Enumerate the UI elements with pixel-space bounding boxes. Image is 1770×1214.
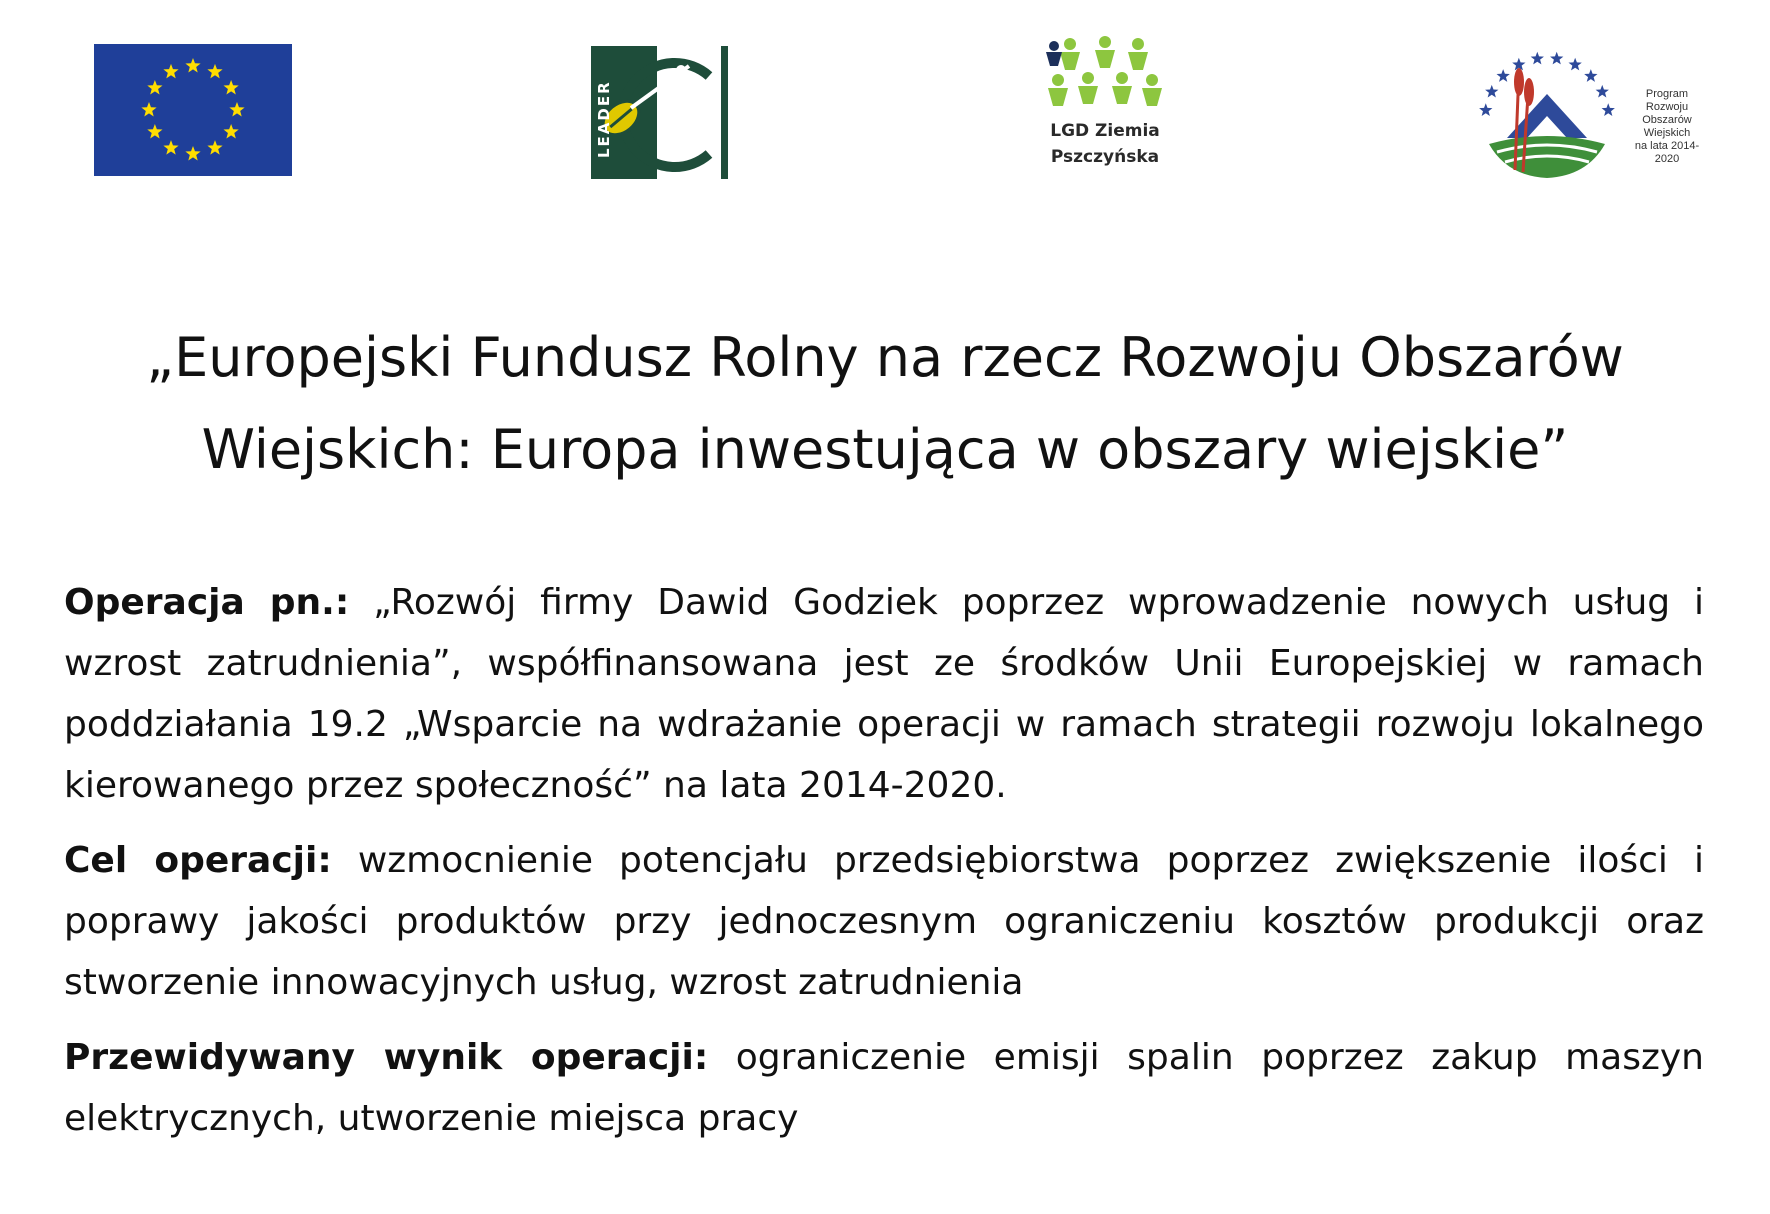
logo-bar — [0, 0, 1770, 220]
lgd-name-line2: Pszczyńska — [1050, 147, 1160, 167]
lgd-logo — [1030, 30, 1180, 185]
paragraph-text: „Rozwój firmy Dawid Godziek poprzez wprowadzenie nowych usług i wzrost zatrudnienia”, współfinansowana jest ze środków Unii Europejskiej w ramach poddziałania 19.2 „Wsparcie na wdrażanie operacji w ramach strategii rozwoju lokalnego kierowanego przez społeczność” na lata 2014-2020. — [64, 582, 1705, 806]
prow-logo — [1467, 40, 1700, 190]
paragraph-result — [64, 1027, 1704, 1149]
prow-caption-line: Obszarów — [1642, 114, 1692, 126]
prow-star-icon — [1596, 85, 1609, 98]
lgd-figures-icon — [1030, 30, 1180, 115]
lgd-name-line1: LGD Ziemia — [1050, 121, 1160, 141]
prow-caption-line: Wiejskich — [1643, 127, 1691, 139]
prow-star-icon — [1568, 58, 1581, 71]
prow-caption — [1627, 88, 1707, 166]
paragraph-goal — [64, 830, 1704, 1013]
leader-logo-text: LEADER — [595, 80, 613, 158]
paragraph-label: Przewidywany wynik operacji: — [64, 1037, 709, 1078]
prow-caption-line: Program — [1645, 88, 1689, 100]
prow-caption-line: na lata 2014-2020 — [1634, 140, 1700, 165]
prow-star-icon — [1584, 69, 1597, 82]
paragraph-label: Cel operacji: — [64, 840, 332, 881]
paragraph-text: wzmocnienie potencjału przedsiębiorstwa poprzez zwiększenie ilości i poprawy jakości produktów przy jednoczesnym ograniczeniu kosztów produkcji oraz stworzenie innowacyjnych usług, wzrost zatrudnienia — [64, 840, 1704, 1003]
prow-caption-line: Rozwoju — [1645, 101, 1689, 113]
paragraph-label: Operacja pn.: — [64, 582, 350, 623]
prow-star-icon — [1531, 52, 1544, 65]
title-line-2: Wiejskich: Europa inwestująca w obszary wiejskie” — [201, 418, 1569, 481]
prow-star-icon — [1479, 103, 1492, 116]
prow-star-icon — [1550, 52, 1563, 65]
leader-logo-icon — [591, 46, 728, 179]
paragraph-operation — [64, 572, 1704, 816]
prow-star-icon — [1485, 85, 1498, 98]
document-title — [80, 312, 1690, 496]
prow-star-icon — [1497, 69, 1510, 82]
document-body — [64, 572, 1704, 1163]
eu-flag-icon — [94, 44, 292, 176]
prow-logo-icon — [1467, 40, 1627, 190]
paragraph-text: ograniczenie emisji spalin poprzez zakup maszyn elektrycznych, utworzenie miejsca pracy — [64, 1037, 1704, 1139]
prow-star-icon — [1602, 103, 1615, 116]
title-line-1: „Europejski Fundusz Rolny na rzecz Rozwoju Obszarów — [146, 326, 1624, 389]
